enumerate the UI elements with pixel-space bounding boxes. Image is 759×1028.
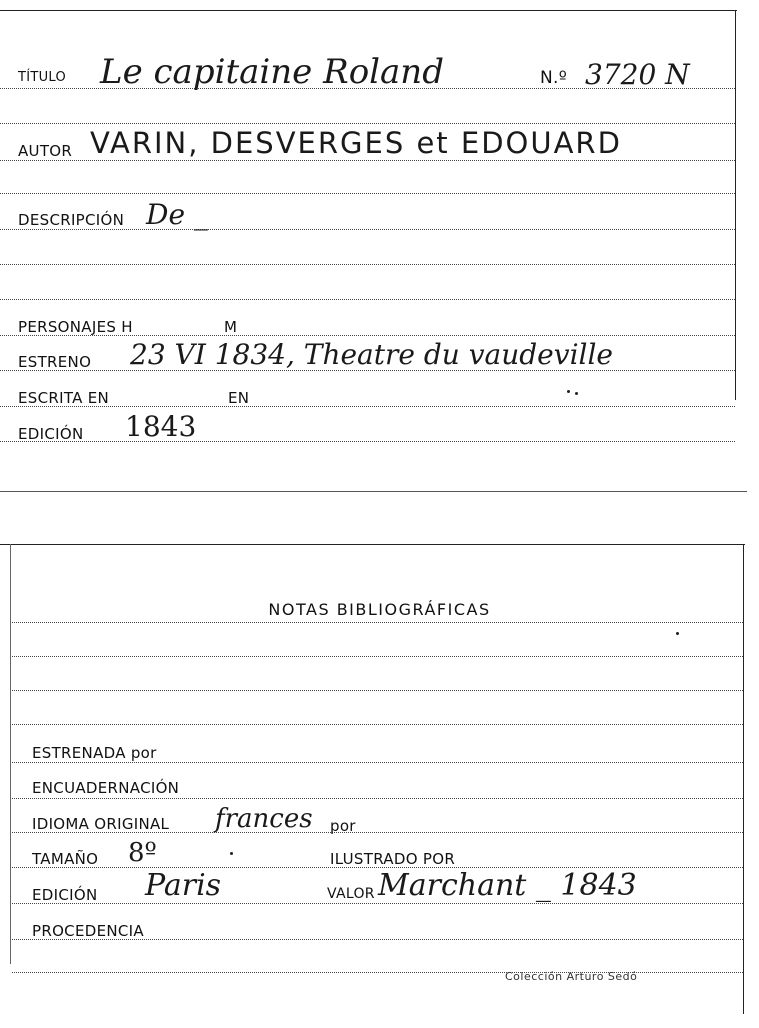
procedencia-label: PROCEDENCIA [32, 922, 144, 940]
numero-value: 3720 N [585, 58, 690, 91]
edicion-bottom-value: Paris [145, 868, 222, 903]
encuadernacion-label: ENCUADERNACIÓN [32, 779, 180, 797]
descripcion-label: DESCRIPCIÓN [18, 211, 125, 229]
bottom-card-top-border [0, 544, 745, 545]
rule-line [0, 193, 735, 194]
ilustrado-label: ILUSTRADO POR [330, 850, 456, 868]
personajes-label: PERSONAJES H [18, 318, 133, 336]
numero-label: N.º [540, 68, 568, 88]
valor-label: VALOR [327, 886, 375, 902]
autor-label: AUTOR [18, 142, 73, 160]
titulo-label: TÍTULO [18, 70, 67, 85]
rule-line [0, 299, 735, 300]
rule-line [12, 798, 743, 799]
rule-line [0, 441, 735, 442]
ink-speck [567, 390, 570, 393]
top-card-right-border [735, 10, 736, 400]
idioma-label: IDIOMA ORIGINAL [32, 815, 170, 833]
top-card-bottom-border [0, 491, 747, 492]
rule-line [12, 724, 743, 725]
notas-bibliograficas-title: NOTAS BIBLIOGRÁFICAS [268, 600, 491, 619]
ink-speck [230, 852, 233, 855]
ink-speck [575, 392, 578, 395]
top-card-top-border [0, 10, 737, 11]
rule-line [12, 622, 743, 623]
rule-line [0, 264, 735, 265]
rule-line [0, 160, 735, 161]
estreno-value: 23 VI 1834, Theatre du vaudeville [130, 338, 613, 371]
personajes-m-label: M [224, 318, 238, 336]
edicion-value: 1843 [125, 410, 197, 443]
edicion-bottom-label: EDICIÓN [32, 886, 98, 904]
autor-value: VARIN, DESVERGES et EDOUARD [90, 126, 622, 160]
escrita-en-label: EN [228, 389, 250, 407]
rule-line [12, 903, 743, 904]
estrenada-label: ESTRENADA por [32, 744, 157, 762]
escrita-label: ESCRITA EN [18, 389, 110, 407]
ink-speck [676, 632, 679, 635]
rule-line [12, 762, 743, 763]
rule-line [0, 406, 735, 407]
rule-line [12, 656, 743, 657]
titulo-value: Le capitaine Roland [100, 52, 444, 92]
tamano-value: 8º [128, 838, 157, 868]
tamano-label: TAMAÑO [32, 850, 99, 868]
rule-line [12, 690, 743, 691]
edicion-label: EDICIÓN [18, 425, 84, 443]
valor-value: Marchant _ 1843 [378, 868, 637, 903]
coleccion-note: Colección Arturo Sedó [505, 970, 638, 983]
descripcion-value: De _ [146, 198, 208, 231]
idioma-value: frances [215, 804, 313, 834]
rule-line [0, 229, 735, 230]
catalog-card-top [0, 0, 759, 492]
rule-line [0, 123, 735, 124]
idioma-por-label: por [330, 817, 356, 835]
estreno-label: ESTRENO [18, 353, 92, 371]
